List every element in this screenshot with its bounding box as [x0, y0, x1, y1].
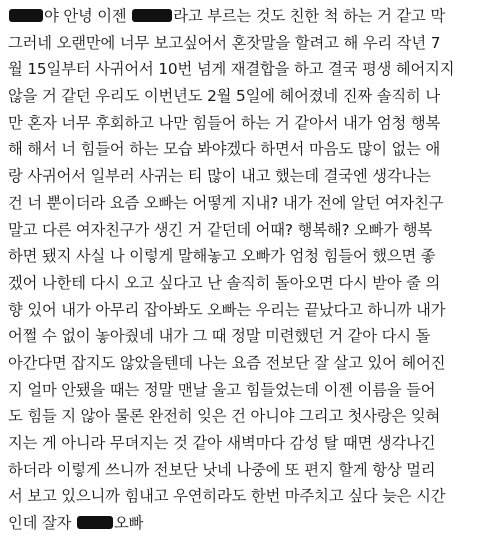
letter-line-7: 랑 사귀어서 일부러 사귀는 티 많이 내고 했는데 결국엔 생각나는 — [8, 167, 431, 186]
letter-text: 인데 잘자 — [8, 514, 76, 533]
letter-line-9: 말고 다른 여자친구가 생긴 거 같던데 어때? 행복해? 오빠가 행복 — [8, 220, 433, 239]
letter-line-5: 만 혼자 너무 후회하고 나만 힘들어 하는 거 같아서 내가 엄청 행복 — [8, 113, 441, 132]
letter-line-10: 하면 됐지 사실 나 이렇게 말해놓고 오빠가 엄청 힘들어 했으면 좋 — [8, 247, 436, 266]
redaction-bar — [9, 9, 43, 22]
letter-line-6: 해 해서 너 힘들어 하는 모습 봐야겠다 하면서 마음도 많이 없는 애 — [8, 140, 441, 159]
letter-line-19: 서 보고 있으니까 힘내고 우연히라도 한번 마주치고 싶다 늦은 시간 — [8, 487, 446, 506]
letter-line-2: 그러네 오랜만에 너무 보고싶어서 혼잣말을 할려고 해 우리 작년 7 — [8, 33, 441, 52]
letter-line-17: 지는 게 아니라 무뎌지는 것 같아 새벽마다 감성 탈 때면 생각나긴 — [8, 434, 436, 452]
letter-line-15: 지 얼마 안됐을 때는 정말 맨날 울고 힘들었는데 이젠 이름을 들어 — [8, 380, 436, 399]
letter-text: 야 안녕 이젠 — [44, 7, 132, 25]
letter-line-11: 겠어 나한테 다시 오고 싶다고 난 솔직히 돌아오면 다시 받아 줄 의 — [8, 273, 441, 292]
handwritten-letter — [8, 3, 472, 537]
letter-line-8: 건 너 뿐이더라 요즘 오빠는 어떻게 지내? 내가 전에 알던 여자친구 — [8, 193, 444, 212]
letter-line-3: 월 15일부터 사귀어서 10번 넘게 재결합을 하고 결국 평생 헤어지지 — [8, 60, 455, 79]
letter-line-20 — [8, 510, 472, 537]
letter-line-4: 않을 거 같던 우리도 이번년도 2월 5일에 헤어졌네 진짜 솔직히 나 — [8, 87, 440, 106]
letter-line-13: 어쩔 수 없이 놓아줬네 내가 그 때 정말 미련했던 거 같아 다시 돌 — [8, 327, 431, 346]
redaction-bar — [77, 516, 113, 529]
letter-line-18: 하더라 이렇게 쓰니까 전보단 낫네 나중에 또 편지 할게 항상 멀리 — [8, 460, 436, 479]
letter-line-12: 향 있어 내가 아무리 잡아봐도 오빠는 우리는 끝났다고 하니까 내가 — [8, 300, 446, 319]
redaction-bar — [132, 9, 172, 22]
letter-text: 오빠 — [113, 514, 144, 533]
letter-line-14: 아간다면 잡지도 않았을텐데 나는 요즘 전보단 잘 살고 있어 헤어진 — [8, 353, 446, 372]
letter-line-16: 도 힘들 지 않아 물론 완전히 잊은 건 아니야 그리고 첫사랑은 잊혀 — [8, 407, 441, 426]
letter-text: 라고 부르는 것도 친한 척 하는 거 같고 막 — [173, 7, 446, 25]
letter-line-1 — [8, 3, 472, 30]
